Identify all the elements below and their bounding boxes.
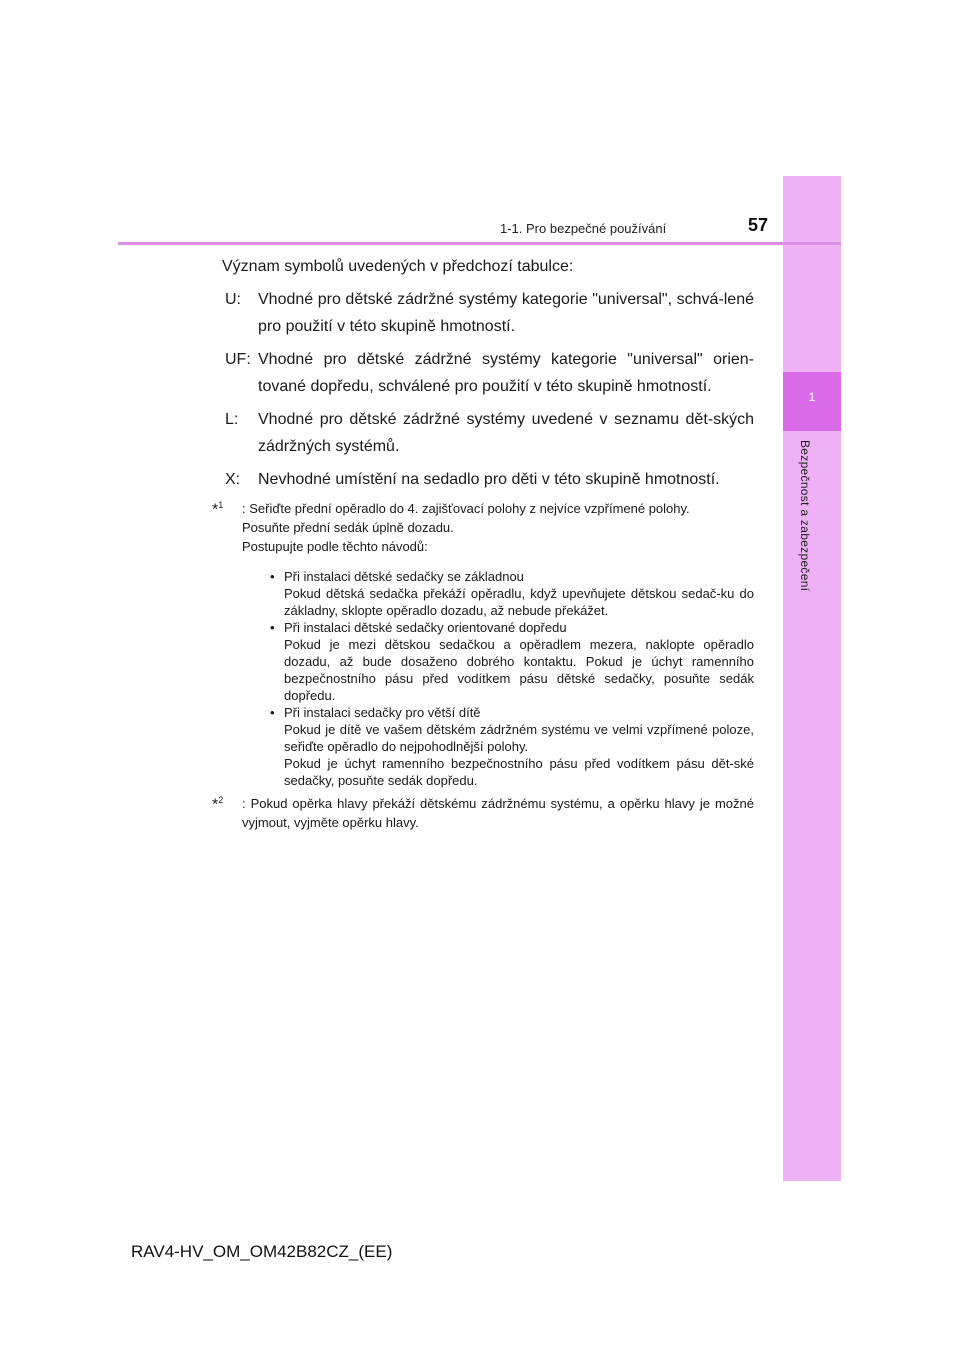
header-rule <box>118 242 841 245</box>
definition-text: Nevhodné umístění na sedadlo pro děti v této skupině hmotností. <box>258 471 720 488</box>
definition-text: Vhodné pro dětské zádržné systémy kategorie "universal" orien-tované dopředu, schválené pro použití v této skupině hmotností. <box>258 351 754 395</box>
page-number: 57 <box>748 215 769 235</box>
chapter-number-block <box>783 372 841 431</box>
page-content <box>210 255 754 832</box>
list-item-text: Pokud dětská sedačka překáží opěradlu, když upevňujete dětskou sedač-ku do základny, sklopte opěradlo dozadu, až nebude překážet. <box>284 586 754 618</box>
definition-key: L: <box>225 411 239 428</box>
definition-text: Vhodné pro dětské zádržné systémy uvedené v seznamu dět-ských zádržných systémů. <box>258 411 754 455</box>
definition-key: X: <box>225 471 241 488</box>
list-item-text: Pokud je úchyt ramenního bezpečnostního pásu před vodítkem pásu dět-ské sedačky, posuňte sedák dopředu. <box>284 756 754 788</box>
definition-x <box>210 466 754 493</box>
definition-key: UF: <box>225 351 251 368</box>
section-title: 1-1. Pro bezpečné používání <box>500 221 667 236</box>
footnote-marker: *$^2$ <box>212 795 224 814</box>
intro-text: Význam symbolů uvedených v předchozí tabulce: <box>222 258 574 275</box>
definition-text: Vhodné pro dětské zádržné systémy kategorie "universal", schvá-lené pro použití v této skupině hmotností. <box>258 291 754 335</box>
footnote-1-line1: : Seřiďte přední opěradlo do 4. zajišťovací polohy z nejvíce vzpřímené polohy. <box>242 501 690 516</box>
chapter-number: 1 <box>808 390 816 404</box>
chapter-title: Bezpečnost a zabezpečení <box>798 440 812 592</box>
list-item <box>284 619 754 704</box>
definition-uf <box>210 346 754 400</box>
list-item-title: • Při instalaci dětské sedačky orientované dopředu <box>284 620 567 635</box>
footnote-marker: *$^1$ <box>212 500 224 519</box>
definition-key: U: <box>225 291 241 308</box>
list-item <box>284 568 754 619</box>
list-item-title: • Při instalaci sedačky pro větší dítě <box>284 705 481 720</box>
footnote-1-line3: Postupujte podle těchto návodů: <box>242 539 428 554</box>
footnote-2-text: : Pokud opěrka hlavy překáží dětskému zádržnému systému, a opěrku hlavy je možné vyjmout, vyjměte opěrku hlavy. <box>242 796 754 830</box>
definition-u <box>210 286 754 340</box>
list-item-title: • Při instalaci dětské sedačky se základnou <box>284 569 524 584</box>
chapter-side-tab <box>783 176 841 1181</box>
list-item-text: Pokud je mezi dětskou sedačkou a opěradlem mezera, naklopte opěradlo dozadu, až bude dosaženo dobrého kontaktu. Pokud je úchyt ramenního bezpečnostního pásu před vodítkem pásu dětské sedačky, posuňte sedák dopředu. <box>284 637 754 703</box>
footnote-1 <box>210 499 754 789</box>
footnote-1-line2: Posuňte přední sedák úplně dozadu. <box>242 520 454 535</box>
list-item-text: Pokud je dítě ve vašem dětském zádržném systému ve velmi vzpřímené poloze, seřiďte opěradlo do nejpohodlnější polohy. <box>284 722 754 754</box>
footnote-2 <box>210 794 754 832</box>
definition-l <box>210 406 754 460</box>
document-code: RAV4-HV_OM_OM42B82CZ_(EE) <box>131 1242 393 1261</box>
list-item <box>284 704 754 789</box>
instruction-list <box>242 568 754 789</box>
